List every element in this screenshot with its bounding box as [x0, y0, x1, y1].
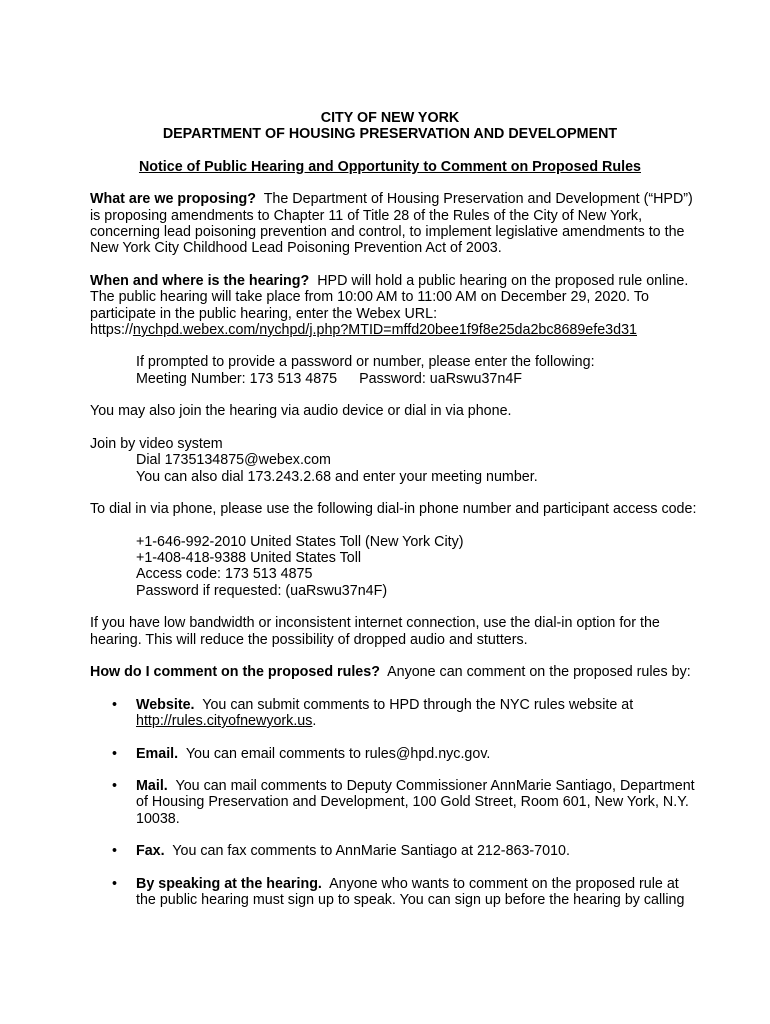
bullet-icon: • — [112, 778, 118, 795]
website-text: You can submit comments to HPD through the NYC rules website at — [202, 696, 634, 713]
proposing-line-3: concerning lead poisoning prevention and control, to implement legislative amendments to the — [90, 224, 685, 241]
mail-label: Mail. — [136, 778, 168, 795]
proposing-line-2: is proposing amendments to Chapter 11 of Title 28 of the Rules of the City of New York, — [90, 207, 643, 224]
phone-us: +1-408-418-9388 United States Toll — [136, 550, 362, 567]
hearing-line-3: participate in the public hearing, enter the Webex URL: — [90, 305, 438, 322]
hearing-section — [90, 272, 697, 648]
city-title: CITY OF NEW YORK — [320, 110, 460, 126]
list-item-website — [90, 697, 690, 730]
list-item-fax — [90, 843, 690, 859]
audio-note: You may also join the hearing via audio device or dial in via phone. — [90, 403, 512, 420]
website-label: Website. — [136, 696, 195, 713]
speak-line-2: the public hearing must sign up to speak. You can sign up before the hearing by calling — [136, 892, 685, 909]
email-label: Email. — [136, 745, 179, 762]
department-title: DEPARTMENT OF HOUSING PRESERVATION AND DEVELOPMENT — [162, 126, 618, 143]
webex-url-prefix: https:// — [90, 321, 133, 338]
webex-url-link[interactable]: nychpd.webex.com/nychpd/j.php?MTID=mffd20bee1f9f8e25da2bc8689efe3d31 — [132, 321, 637, 338]
access-code: Access code: 173 513 4875 — [136, 566, 313, 583]
password-prompt: If prompted to provide a password or number, please enter the following: — [136, 354, 595, 371]
video-title: Join by video system — [90, 435, 223, 452]
password-requested: Password if requested: (uaRswu37n4F) — [136, 582, 388, 599]
bullet-icon: • — [112, 696, 118, 713]
mail-line-2: of Housing Preservation and Development, 100 Gold Street, Room 601, New York, N.Y. — [136, 794, 689, 811]
meeting-password: Password: uaRswu37n4F — [359, 370, 523, 387]
mail-line-3: 10038. — [136, 810, 180, 827]
phone-intro: To dial in via phone, please use the following dial-in phone number and participant access code: — [90, 501, 697, 518]
proposing-line-4: New York City Childhood Lead Poisoning Prevention Act of 2003. — [90, 240, 502, 257]
comment-section — [90, 664, 695, 909]
email-text: You can email comments to rules@hpd.nyc.gov. — [185, 745, 491, 762]
list-item-mail — [90, 778, 695, 827]
list-item-speaking — [90, 876, 690, 909]
hearing-line-1: HPD will hold a public hearing on the proposed rule online. — [317, 272, 689, 289]
video-also: You can also dial 173.243.2.68 and enter your meeting number. — [136, 468, 538, 485]
comment-question: How do I comment on the proposed rules? — [90, 664, 380, 681]
rules-website-link[interactable]: http://rules.cityofnewyork.us — [136, 712, 313, 729]
comment-methods-list — [90, 696, 695, 909]
speak-label: By speaking at the hearing. — [136, 875, 322, 892]
video-dial: Dial 1735134875@webex.com — [136, 452, 331, 469]
list-item-email — [90, 746, 690, 762]
phone-ny: +1-646-992-2010 United States Toll (New York City) — [136, 533, 464, 550]
notice-title: Notice of Public Hearing and Opportunity to Comment on Proposed Rules — [138, 158, 641, 175]
bandwidth-line-1: If you have low bandwidth or inconsistent internet connection, use the dial-in option for the — [90, 615, 660, 632]
fax-label: Fax. — [136, 843, 165, 860]
bullet-icon: • — [112, 843, 118, 860]
proposing-question: What are we proposing? — [90, 191, 257, 208]
document-page — [90, 110, 697, 925]
bullet-icon: • — [112, 875, 118, 892]
proposing-line-1: The Department of Housing Preservation and Development (“HPD”) — [263, 191, 693, 208]
hearing-line-2: The public hearing will take place from 10:00 AM to 11:00 AM on December 29, 2020. To — [90, 289, 649, 306]
proposing-section — [90, 191, 693, 257]
hearing-question: When and where is the hearing? — [90, 272, 310, 289]
bandwidth-line-2: hearing. This will reduce the possibility of dropped audio and stutters. — [90, 631, 528, 648]
mail-line-1: You can mail comments to Deputy Commissioner AnnMarie Santiago, Department — [175, 778, 695, 795]
website-end: . — [312, 712, 317, 729]
speak-line-1: Anyone who wants to comment on the proposed rule at — [329, 875, 679, 892]
comment-intro: Anyone can comment on the proposed rules by: — [387, 664, 691, 681]
bullet-icon: • — [112, 745, 118, 762]
fax-text: You can fax comments to AnnMarie Santiago at 212-863-7010. — [172, 843, 570, 860]
meeting-number: Meeting Number: 173 513 4875 — [136, 370, 338, 387]
